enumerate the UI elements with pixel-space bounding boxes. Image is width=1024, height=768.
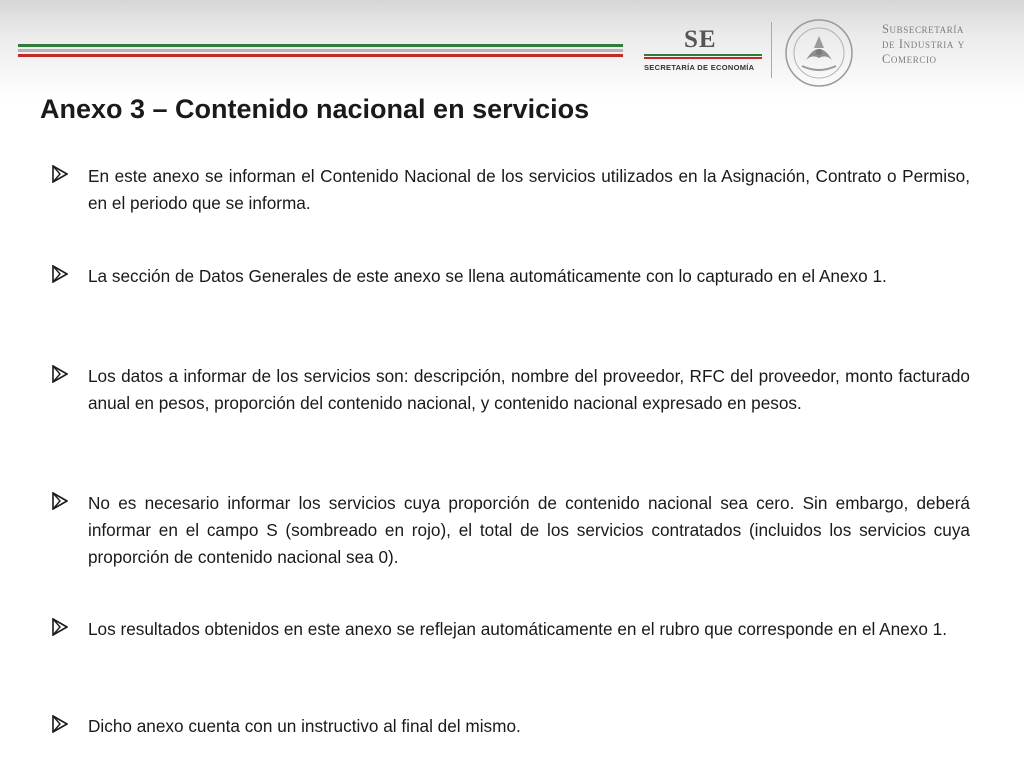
- bullet-text: Los resultados obtenidos en este anexo se reflejan automáticamente en el rubro que corresponde en el Anexo 1.: [88, 619, 947, 639]
- bullet-item: [52, 363, 970, 417]
- se-logo-mark: SE: [684, 26, 717, 53]
- bullet-text: En este anexo se informan el Contenido Nacional de los servicios utilizados en la Asignación, Contrato o Permiso, en el periodo que se informa.: [88, 166, 970, 213]
- bullet-text: Los datos a informar de los servicios son: descripción, nombre del proveedor, RFC del proveedor, monto facturado anual en pesos, proporción del contenido nacional, y contenido nacional expresado en pesos.: [88, 366, 970, 413]
- arrow-bullet-icon: [52, 492, 68, 510]
- bullet-item: [52, 713, 970, 740]
- header-bar: [0, 0, 1024, 100]
- bullet-text: No es necesario informar los servicios cuya proporción de contenido nacional sea cero. Sin embargo, deberá informar en el campo S (sombreado en rojo), el total de los servicios contratados (incluidos los servicios cuya proporción de contenido nacional sea 0).: [88, 493, 970, 567]
- arrow-bullet-icon: [52, 618, 68, 636]
- subsecretaria-label: Subsecretaría de Industria y Comercio: [882, 22, 965, 66]
- se-logo: [644, 26, 762, 72]
- slide-title: Anexo 3 – Contenido nacional en servicios: [40, 94, 590, 124]
- tricolor-stripes: [18, 44, 623, 59]
- bullet-item: [52, 616, 970, 643]
- bullet-item: [52, 163, 970, 217]
- arrow-bullet-icon: [52, 715, 68, 733]
- arrow-bullet-icon: [52, 365, 68, 383]
- arrow-bullet-icon: [52, 165, 68, 183]
- bullet-item: [52, 263, 970, 290]
- bullet-text: La sección de Datos Generales de este anexo se llena automáticamente con lo capturado en el Anexo 1.: [88, 266, 887, 286]
- coat-of-arms-seal-icon: [784, 18, 854, 88]
- header-divider: [771, 22, 772, 78]
- bullet-item: [52, 490, 970, 571]
- arrow-bullet-icon: [52, 265, 68, 283]
- bullet-text: Dicho anexo cuenta con un instructivo al final del mismo.: [88, 716, 521, 736]
- se-logo-subtitle: SECRETARÍA DE ECONOMÍA: [644, 63, 755, 72]
